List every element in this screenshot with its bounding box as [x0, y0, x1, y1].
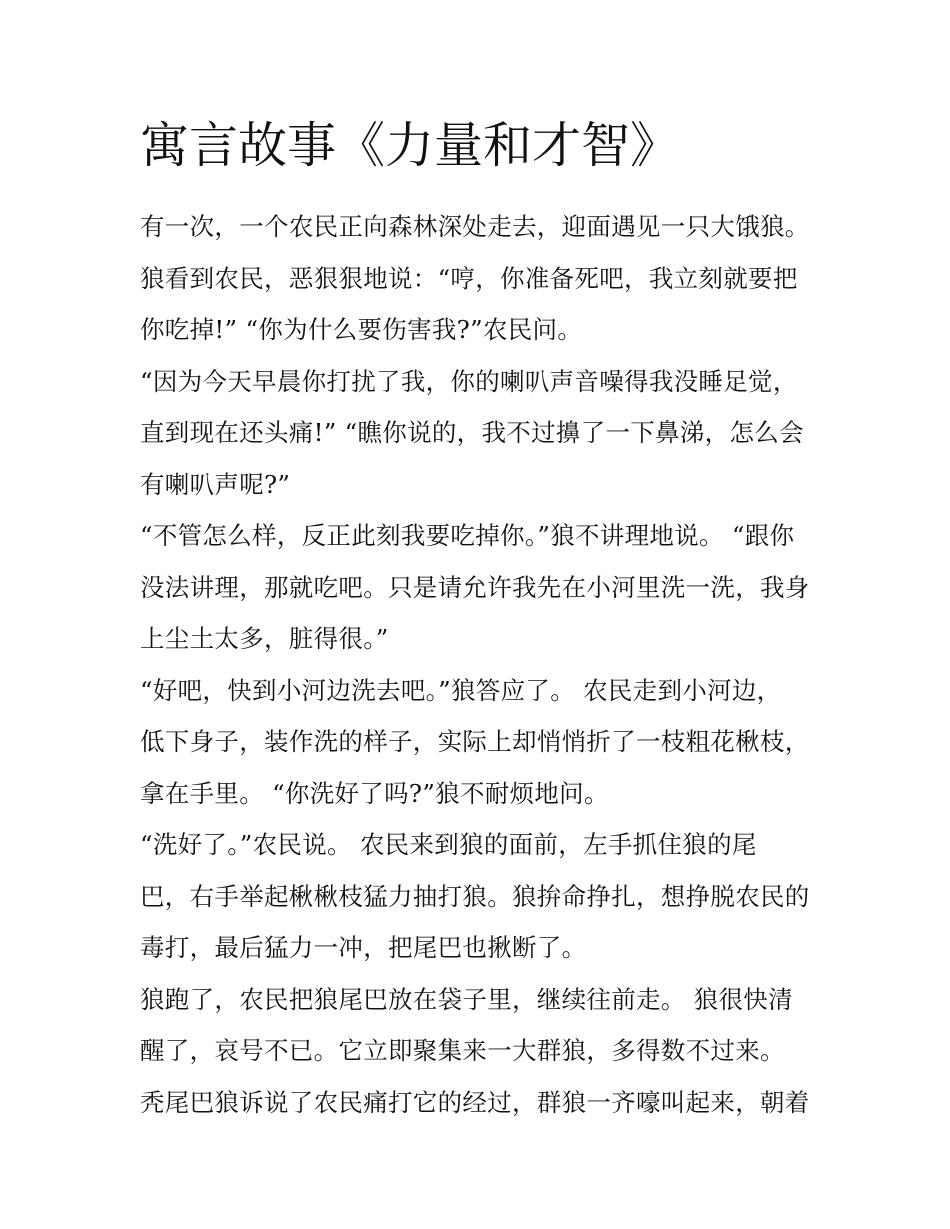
text-line: 直到现在还头痛!” “瞧你说的，我不过擤了一下鼻涕，怎么会: [140, 418, 804, 447]
text-line: 毒打，最后猛力一冲，把尾巴也揪断了。: [140, 933, 587, 962]
text-line: 狼看到农民，恶狠狠地说：“哼，你准备死吧，我立刻就要把: [140, 263, 798, 293]
story-body: [140, 201, 820, 1128]
page-title: 寓言故事《力量和才智》: [140, 117, 680, 174]
text-line: 巴，右手举起楸楸枝猛力抽打狼。狼拚命挣扎，想挣脱农民的: [140, 881, 810, 911]
text-line: “好吧，快到小河边洗去吧。”狼答应了。 农民走到小河边，: [140, 675, 782, 705]
text-line: 狼跑了，农民把狼尾巴放在袋子里，继续往前走。 狼很快清: [140, 984, 793, 1014]
text-line: 拿在手里。 “你洗好了吗?”狼不耐烦地问。: [140, 778, 609, 808]
text-line: 你吃掉!” “你为什么要伤害我?”农民问。: [140, 315, 583, 344]
text-line: 秃尾巴狼诉说了农民痛打它的经过，群狼一齐嚎叫起来，朝着: [140, 1087, 810, 1117]
text-line: 醒了，哀号不已。它立即聚集来一大群狼，多得数不过来。: [140, 1036, 785, 1065]
text-line: “因为今天早晨你打扰了我，你的喇叭声音噪得我没睡足觉，: [140, 366, 798, 396]
text-line: “洗好了。”农民说。 农民来到狼的面前，左手抓住狼的尾: [140, 830, 757, 859]
text-line: 没法讲理，那就吃吧。只是请允许我先在小河里洗一洗，我身: [140, 572, 810, 602]
text-line: 上尘土太多，脏得很。”: [140, 624, 389, 653]
text-line: 有一次，一个农民正向森林深处走去，迎面遇见一只大饿狼。: [140, 212, 810, 241]
text-line: 有喇叭声呢?”: [140, 469, 291, 499]
text-line: “不管怎么样，反正此刻我要吃掉你。”狼不讲理地说。 “跟你: [140, 521, 795, 550]
text-line: 低下身子，装作洗的样子，实际上却悄悄折了一枝粗花楸枝，: [140, 727, 810, 756]
